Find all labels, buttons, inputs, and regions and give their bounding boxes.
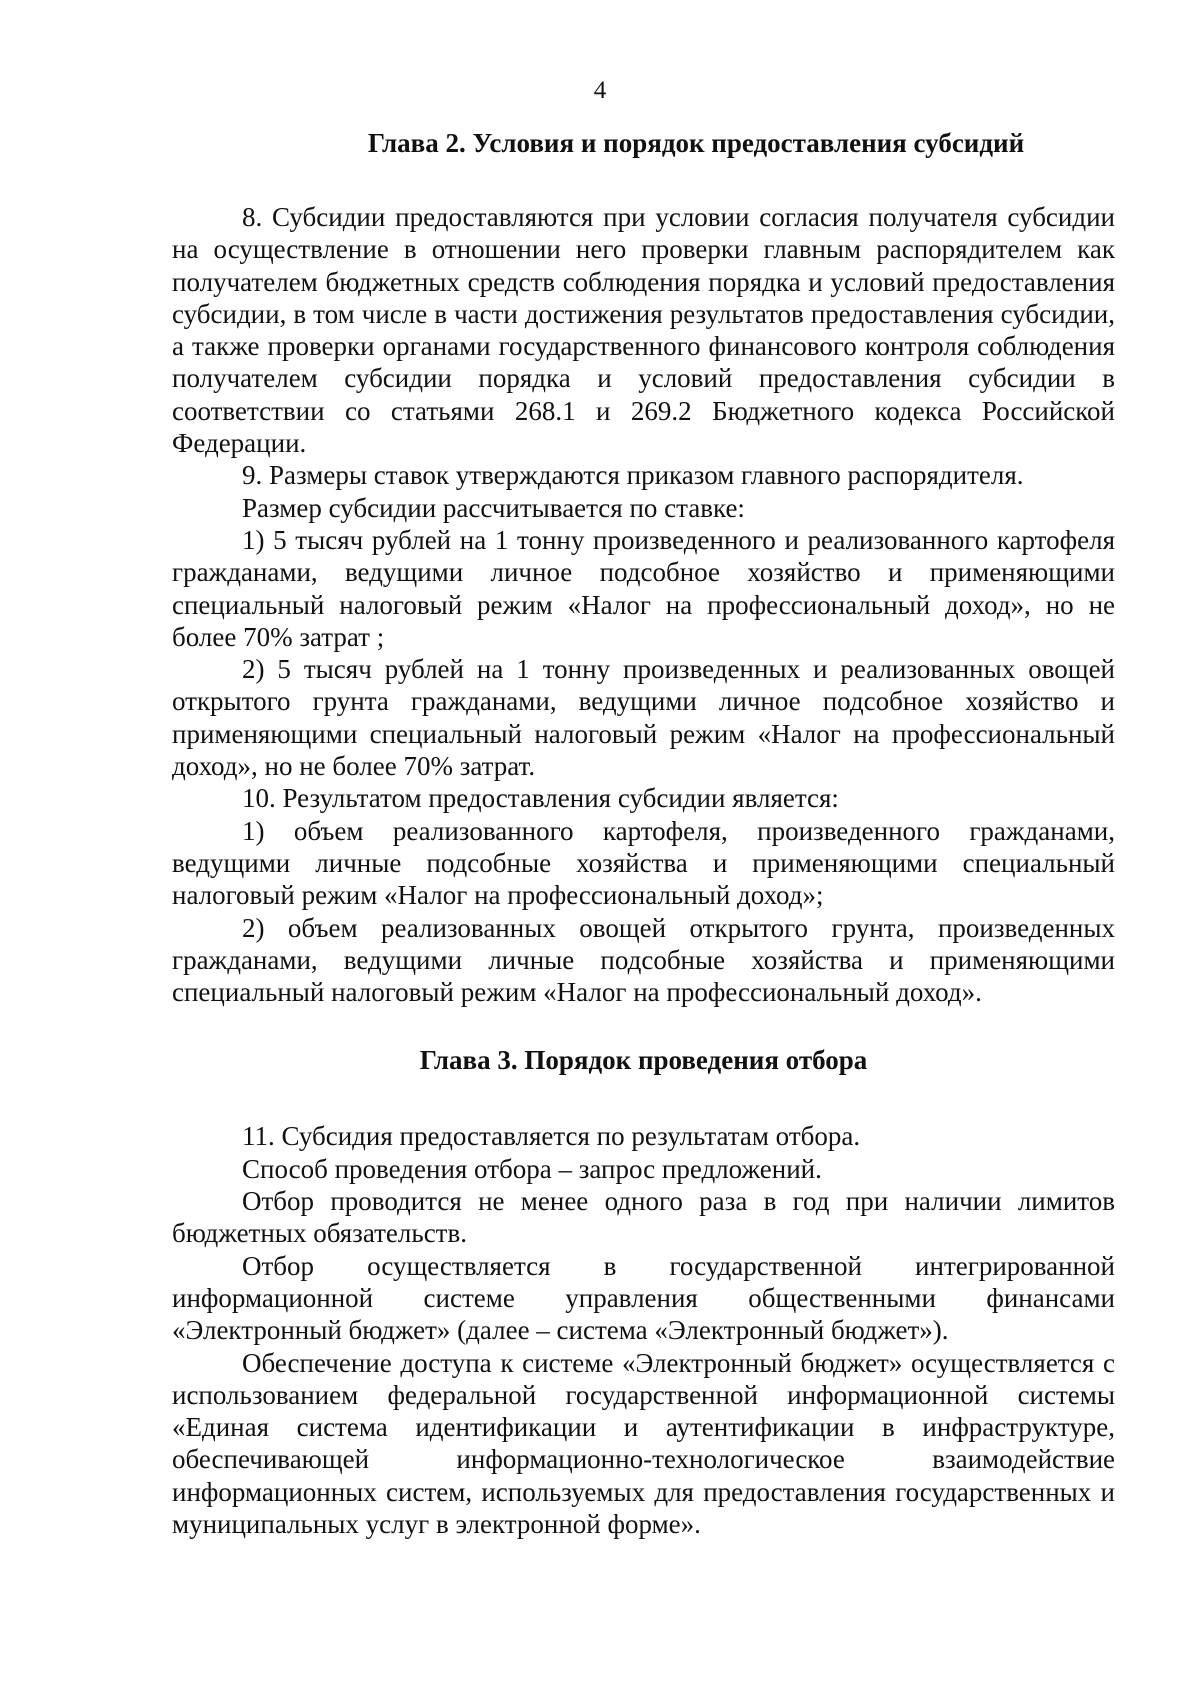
chapter-3-section (172, 1120, 1115, 1540)
chapter-3-title: Глава 3. Порядок проведения отбора (419, 1045, 868, 1076)
selection-method: Способ проведения отбора – запрос предложений. (242, 1153, 822, 1184)
paragraph-9: 9. Размеры ставок утверждаются приказом главного распорядителя. (242, 460, 1024, 491)
result-item-1: 1) объем реализованного картофеля, произведенного гражданами, ведущими личные подсобные хозяйства и применяющими специальный налоговый режим «Налог на профессиональный доход»; (172, 815, 1115, 911)
paragraph-10: 10. Результатом предоставления субсидии является: (242, 783, 839, 814)
system-access: Обеспечение доступа к системе «Электронный бюджет» осуществляется с использованием федеральной государственной информационной системы «Единая система идентификации и аутентификации в инфраструктуре, обеспечивающей информационно-технологическое взаимодействие информационных систем, используемых для предоставления государственных и муниципальных услуг в электронной форме». (172, 1347, 1115, 1539)
paragraph-11: 11. Субсидия предоставляется по результатам отбора. (242, 1121, 861, 1152)
chapter-2-section (172, 201, 1115, 1008)
page-number: 4 (593, 77, 607, 104)
rate-item-1: 1) 5 тысяч рублей на 1 тонну произведенного и реализованного картофеля гражданами, ведущими личное подсобное хозяйство и применяющими специальный налоговый режим «Налог на профессиональный доход», но не более 70% затрат ; (172, 524, 1115, 652)
result-item-2: 2) объем реализованных овощей открытого грунта, произведенных гражданами, ведущими личные подсобные хозяйства и применяющими специальный налоговый режим «Налог на профессиональный доход». (172, 912, 1115, 1008)
rate-item-2: 2) 5 тысяч рублей на 1 тонну произведенных и реализованных овощей открытого грунта гражданами, ведущими личное подсобное хозяйство и применяющими специальный налоговый режим «Налог на профессиональный доход», но не более 70% затрат. (172, 654, 1115, 782)
chapter-2-title: Глава 2. Условия и порядок предоставления субсидий (367, 128, 1025, 158)
document-body (172, 127, 1115, 1540)
subsidy-rate-intro: Размер субсидии рассчитывается по ставке: (242, 492, 745, 523)
paragraph-8: 8. Субсидии предоставляются при условии согласия получателя субсидии на осуществление в отношении него проверки главным распорядителем как получателем бюджетных средств соблюдения порядка и условий предоставления субсидии, в том числе в части достижения результатов предоставления субсидии, а также проверки органами государственного финансового контроля соблюдения получателем субсидии порядка и условий предоставления субсидии в соответствии со статьями 268.1 и 269.2 Бюджетного кодекса Российской Федерации. (172, 202, 1115, 459)
selection-frequency: Отбор проводится не менее одного раза в год при наличии лимитов бюджетных обязательств. (172, 1186, 1115, 1249)
selection-system: Отбор осуществляется в государственной интегрированной информационной системе управления общественными финансами «Электронный бюджет» (далее – система «Электронный бюджет»). (172, 1250, 1115, 1346)
